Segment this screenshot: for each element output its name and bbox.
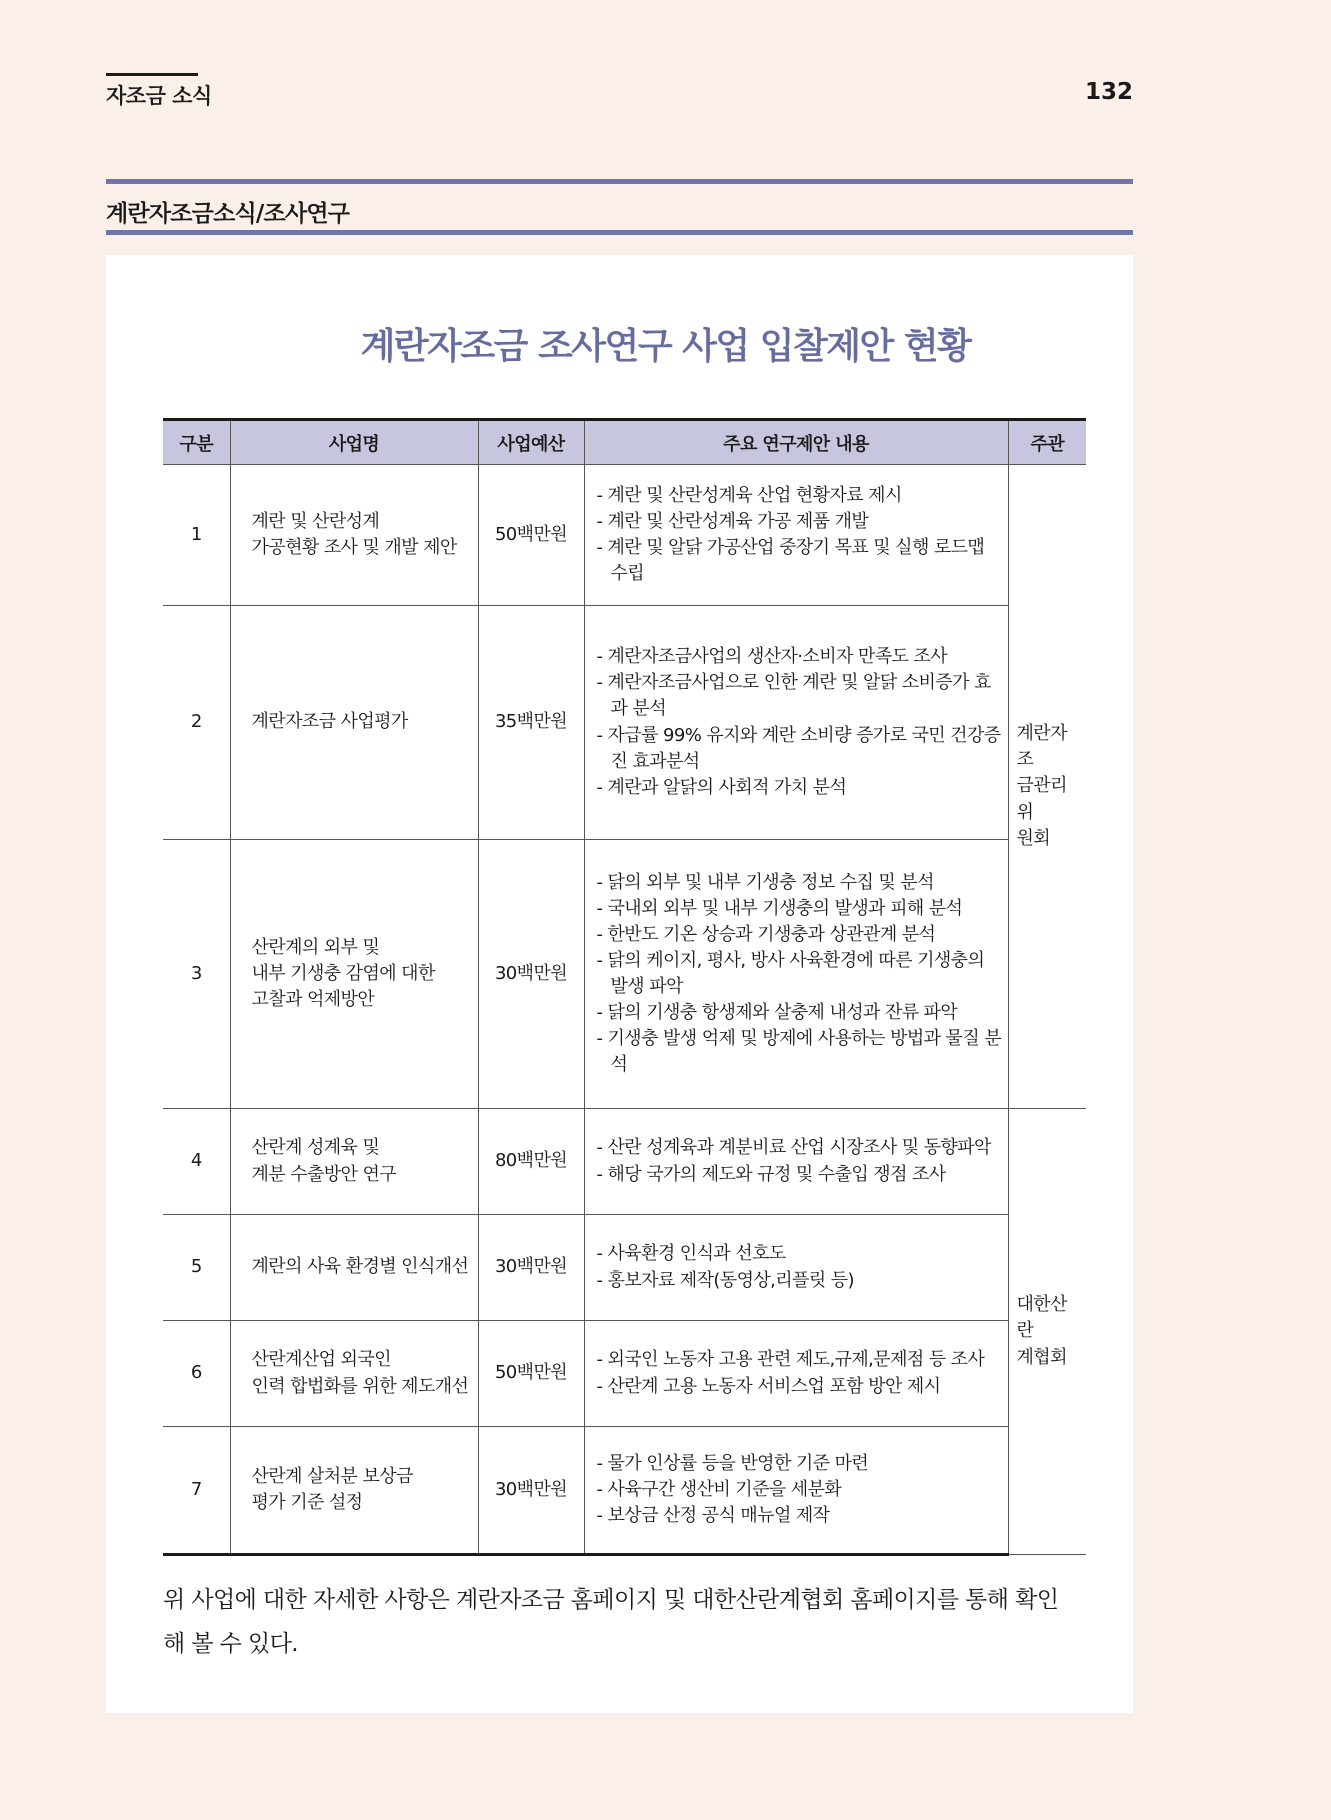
content-item: - 닭의 케이지, 평사, 방사 사육환경에 따른 기생충의 발생 파악 [596,949,985,997]
table-row [163,1109,1086,1215]
content-item: - 계란 및 알닭 가공산업 중장기 목표 및 실행 로드맵 수립 [596,537,985,585]
project-content [584,606,1008,840]
organizer-cell [1008,1109,1086,1555]
content-item: - 기생충 발생 억제 및 방제에 사용하는 방법과 물질 분석 [596,1028,1002,1076]
project-name-line: 계란의 사육 환경별 인식개선 [251,1256,469,1278]
column-header-name: 사업명 [230,420,478,465]
column-header-no: 구분 [163,420,230,465]
content-item: - 닭의 기생충 항생제와 살충제 내성과 잔류 파악 [596,1002,958,1024]
row-number: 2 [163,606,230,840]
page-number: 132 [1084,79,1133,105]
organizer-cell [1008,465,1086,1109]
content-item: - 계란 및 산란성계육 가공 제품 개발 [596,510,869,532]
project-name-line: 산란계산업 외국인 [251,1349,391,1371]
content-item: - 홍보자료 제작(동영상,리플릿 등) [596,1269,854,1291]
row-number: 4 [163,1109,230,1215]
section-title: 계란자조금소식/조사연구 [106,201,350,227]
section-rule-bottom [106,230,1133,235]
row-number: 3 [163,840,230,1109]
project-name [230,606,478,840]
table-row [163,1215,1086,1321]
project-name-line: 가공현황 조사 및 개발 제안 [251,537,457,558]
project-name [230,465,478,606]
row-number: 1 [163,465,230,606]
content-item: - 계란과 알닭의 사회적 가치 분석 [596,776,847,798]
project-content [584,1109,1008,1215]
project-name-line: 계분 수출방안 연구 [251,1163,397,1185]
document-title: 계란자조금 조사연구 사업 입찰제안 현황 [360,326,971,367]
table-row [163,1321,1086,1427]
project-name-line: 계란자조금 사업평가 [251,711,408,733]
project-name-line: 산란계의 외부 및 [251,936,380,958]
content-item: - 보상금 산정 공식 매뉴얼 제작 [596,1505,830,1527]
content-item: - 계란 및 산란성계육 산업 현황자료 제시 [596,484,902,506]
content-item: - 국내외 외부 및 내부 기생충의 발생과 피해 분석 [596,897,963,919]
project-name [230,840,478,1109]
project-budget: 30백만원 [478,1427,584,1555]
project-budget: 50백만원 [478,465,584,606]
project-name [230,1427,478,1555]
project-name-line: 평가 기준 설정 [251,1492,363,1513]
project-name-line: 산란계 성계육 및 [251,1137,380,1159]
project-budget: 80백만원 [478,1109,584,1215]
project-budget: 30백만원 [478,1215,584,1321]
content-item: - 자급률 99% 유지와 계란 소비량 증가로 국민 건강증진 효과분석 [596,724,1001,772]
table-row [163,840,1086,1109]
project-name [230,1215,478,1321]
project-name-line: 계란 및 산란성계 [251,510,380,532]
project-budget: 35백만원 [478,606,584,840]
project-budget: 50백만원 [478,1321,584,1427]
section-rule-top [106,179,1133,184]
table-header-row [163,420,1086,465]
project-name-line: 고찰과 억제방안 [251,989,375,1011]
content-item: - 해당 국가의 제도와 규정 및 수출입 쟁점 조사 [596,1163,946,1185]
project-name-line: 내부 기생충 감염에 대한 [251,962,435,984]
column-header-organizer: 주관 [1008,420,1086,465]
table-row [163,606,1086,840]
project-content [584,840,1008,1109]
organizer-line: 금관리위 [1016,775,1067,823]
proposal-table [163,418,1086,1556]
project-content [584,465,1008,606]
table-row [163,1427,1086,1555]
project-content [584,1321,1008,1427]
organizer-line: 원회 [1016,827,1051,849]
row-number: 7 [163,1427,230,1555]
content-item: - 닭의 외부 및 내부 기생충 정보 수집 및 분석 [596,871,934,893]
header-label: 자조금 소식 [106,84,212,108]
organizer-line: 계협회 [1016,1346,1067,1368]
project-budget: 30백만원 [478,840,584,1109]
content-item: - 산란 성계육과 계분비료 산업 시장조사 및 동향파악 [596,1137,991,1159]
column-header-content: 주요 연구제안 내용 [584,420,1008,465]
footnote-text: 위 사업에 대한 자세한 사항은 계란자조금 홈페이지 및 대한산란계협회 홈페이지를 통해 확인해 볼 수 있다. [163,1587,1059,1657]
project-content [584,1427,1008,1555]
project-name-line: 인력 합법화를 위한 제도개선 [251,1375,469,1397]
column-header-budget: 사업예산 [478,420,584,465]
project-name-line: 산란계 살처분 보상금 [251,1465,413,1487]
project-content [584,1215,1008,1321]
header-rule [106,73,198,76]
organizer-line: 대한산란 [1016,1294,1067,1342]
content-item: - 외국인 노동자 고용 관련 제도,규제,문제점 등 조사 [596,1349,985,1371]
content-item: - 사육환경 인식과 선호도 [596,1243,786,1265]
content-item: - 계란자조금사업의 생산자·소비자 만족도 조사 [596,646,947,668]
row-number: 5 [163,1215,230,1321]
table-row [163,465,1086,606]
content-item: - 사육구간 생산비 기준을 세분화 [596,1478,842,1500]
project-name [230,1321,478,1427]
content-item: - 계란자조금사업으로 인한 계란 및 알닭 소비증가 효과 분석 [596,672,991,720]
project-name [230,1109,478,1215]
content-item: - 한반도 기온 상승과 기생충과 상관관계 분석 [596,923,936,945]
row-number: 6 [163,1321,230,1427]
content-item: - 산란계 고용 노동자 서비스업 포함 방안 제시 [596,1375,941,1397]
organizer-line: 계란자조 [1016,723,1067,771]
content-item: - 물가 인상률 등을 반영한 기준 마련 [596,1452,869,1474]
